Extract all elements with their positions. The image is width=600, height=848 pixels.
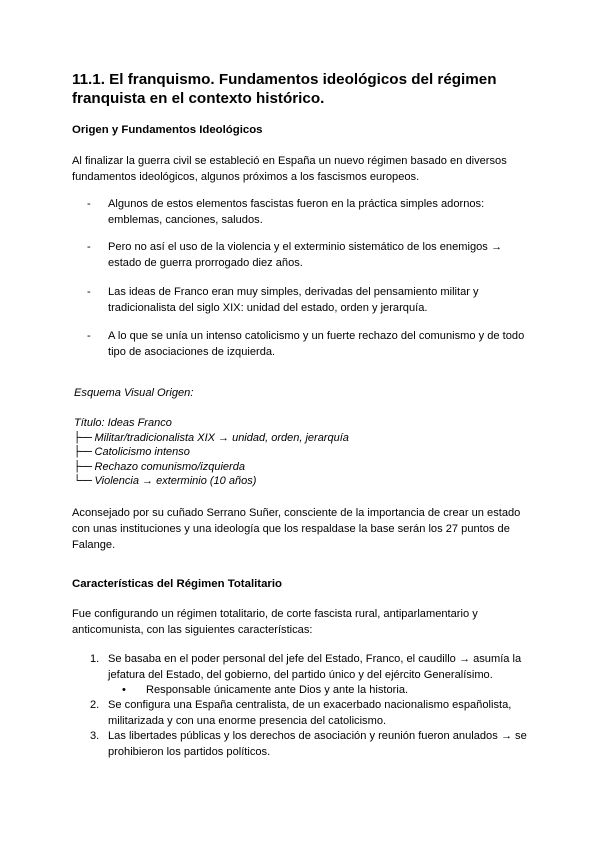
dash-marker: -: [87, 241, 91, 253]
caracteristicas-intro-paragraph: Fue configurando un régimen totalitario, de corte fascista rural, antiparlamentario y anticomunista, con las siguientes características:: [72, 608, 478, 636]
list-item: [87, 197, 537, 228]
dash-marker: -: [87, 198, 91, 210]
origen-intro-paragraph: Al finalizar la guerra civil se estableció en España un nuevo régimen basado en diversos fundamentos ideológicos, algunos próximos a los fascismos europeos.: [72, 155, 507, 183]
section-heading-origen: Origen y Fundamentos Ideológicos: [72, 124, 263, 136]
numbered-item: [90, 729, 535, 760]
numbered-item-text: Se basaba en el poder personal del jefe del Estado, Franco, el caudillo → asumía la jefatura del Estado, del gobierno, del partido único y del ejército Generalísimo.: [108, 653, 522, 681]
scheme-label: Esquema Visual Origen:: [74, 387, 194, 399]
numbered-item-text: Se configura una España centralista, de un exacerbado nacionalismo españolista, militarizada y con una enorme presencia del catolicismo.: [108, 699, 512, 727]
list-item-text: Las ideas de Franco eran muy simples, derivadas del pensamiento militar y tradicionalista del siglo XIX: unidad del estado, orden y jerarquía.: [108, 286, 479, 314]
list-item-text: A lo que se unía un intenso catolicismo y un fuerte rechazo del comunismo y de todo tipo de asociaciones de izquierda.: [108, 330, 525, 358]
tree-branch-glyph: ├──: [74, 431, 92, 444]
dash-marker: -: [87, 330, 91, 342]
tree-node: [74, 445, 349, 460]
numbered-item: [90, 652, 535, 683]
idea-tree: [74, 416, 349, 489]
sub-bullet-text: Responsable únicamente ante Dios y ante la historia.: [146, 684, 409, 696]
tree-branch-glyph: └──: [74, 475, 92, 488]
origen-closing-paragraph: Aconsejado por su cuñado Serrano Suñer, consciente de la importancia de crear un estado con unas instituciones y una ideología que los respaldase la base serán los 27 puntos de Falange.: [72, 507, 521, 551]
tree-node: [74, 474, 349, 489]
list-item: [87, 329, 537, 360]
tree-node-label: Rechazo comunismo/izquierda: [94, 460, 245, 473]
section-heading-caracteristicas: Características del Régimen Totalitario: [72, 578, 282, 590]
tree-branch-glyph: ├──: [74, 460, 92, 473]
tree-root: Título: Ideas Franco: [74, 417, 172, 429]
dash-marker: -: [87, 286, 91, 298]
list-item-text: Pero no así el uso de la violencia y el exterminio sistemático de los enemigos → estado de guerra prorrogado diez años.: [108, 241, 503, 269]
numbered-item-text: Las libertades públicas y los derechos de asociación y reunión fueron anulados → se prohibieron los partidos políticos.: [108, 730, 527, 758]
document-title: 11.1. El franquismo. Fundamentos ideológicos del régimen franquista en el contexto histórico.: [72, 71, 497, 107]
list-item-text: Algunos de estos elementos fascistas fueron en la práctica simples adornos: emblemas, canciones, saludos.: [108, 198, 485, 226]
bullet-marker: •: [122, 684, 126, 696]
list-item: [87, 240, 537, 271]
tree-node-label: Militar/tradicionalista XIX → unidad, orden, jerarquía: [94, 431, 349, 444]
number-marker: 2.: [90, 699, 100, 711]
tree-node-label: Catolicismo intenso: [94, 446, 190, 459]
tree-node-label: Violencia → exterminio (10 años): [94, 475, 257, 488]
sub-bullet-item: [122, 683, 522, 699]
number-marker: 1.: [90, 653, 100, 665]
tree-node: [74, 431, 349, 446]
tree-branch-glyph: ├──: [74, 446, 92, 459]
tree-node: [74, 460, 349, 475]
list-item: [87, 285, 537, 316]
number-marker: 3.: [90, 730, 100, 742]
numbered-item: [90, 698, 535, 729]
